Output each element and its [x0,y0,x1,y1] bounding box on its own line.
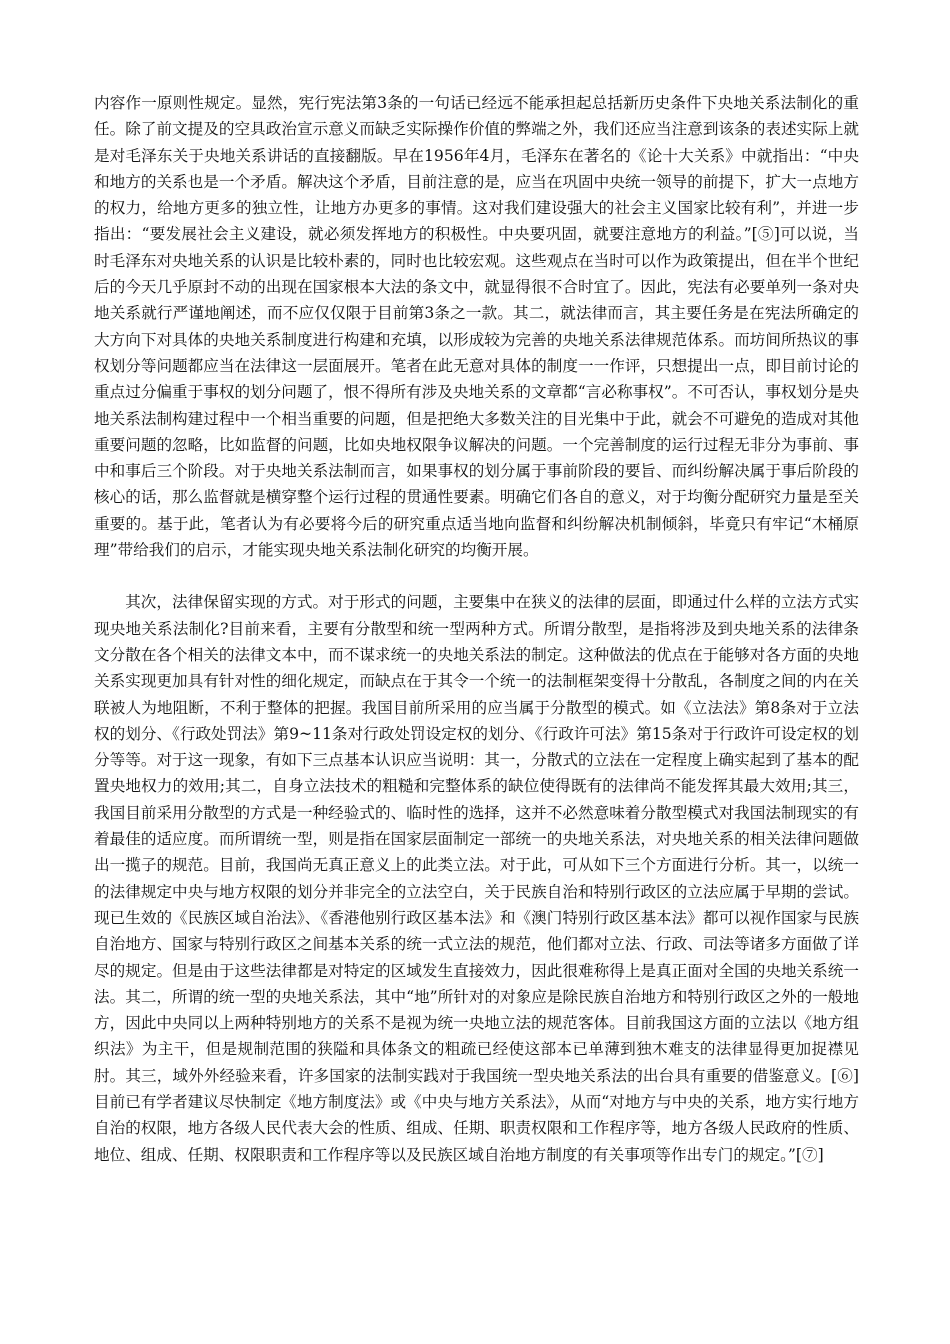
body-paragraph-continued: 内容作一原则性规定。显然，宪行宪法第3条的一句话已经远不能承担起总括新历史条件下央地关系法制化的重任。除了前文提及的空具政治宣示意义而缺乏实际操作价值的弊端之外，我们还应当注意到该条的表述实际上就是对毛泽东关于央地关系讲话的直接翻版。早在1956年4月，毛泽东在著名的《论十大关系》中就指出：“中央和地方的关系也是一个矛盾。解决这个矛盾，目前注意的是，应当在巩固中央统一领导的前提下，扩大一点地方的权力，给地方更多的独立性，让地方办更多的事情。这对我们建设强大的社会主义国家比较有利”，并进一步指出：“要发展社会主义建设，就必须发挥地方的积极性。中央要巩固，就要注意地方的利益。”[⑤]可以说，当时毛泽东对央地关系的认识是比较朴素的，同时也比较宏观。这些观点在当时可以作为政策提出，但在半个世纪后的今天几乎原封不动的出现在国家根本大法的条文中，就显得很不合时宜了。因此，宪法有必要单列一条对央地关系就行严谨地阐述，而不应仅仅限于目前第3条之一款。其二，就法律而言，其主要任务是在宪法所确定的大方向下对具体的央地关系制度进行构建和充填，以形成较为完善的央地关系法律规范体系。而坊间所热议的事权划分等问题都应当在法律这一层面展开。笔者在此无意对具体的制度一一作评，只想提出一点，即目前讨论的重点过分偏重于事权的划分问题了，恨不得所有涉及央地关系的文章都“言必称事权”。不可否认，事权划分是央地关系法制构建过程中一个相当重要的问题，但是把绝大多数关注的目光集中于此，就会不可避免的造成对其他重要问题的忽略，比如监督的问题，比如央地权限争议解决的问题。一个完善制度的运行过程无非分为事前、事中和事后三个阶段。对于央地关系法制而言，如果事权的划分属于事前阶段的要旨、而纠纷解决属于事后阶段的核心的话，那么监督就是横穿整个运行过程的贯通性要素。明确它们各自的意义，对于均衡分配研究力量是至关重要的。基于此，笔者认为有必要将今后的研究重点适当地向监督和纠纷解决机制倾斜，毕竟只有牢记“木桶原理”带给我们的启示，才能实现央地关系法制化研究的均衡开展。 [94,94,859,560]
body-paragraph-forms-of-legal-reservation: 其次，法律保留实现的方式。对于形式的问题，主要集中在狭义的法律的层面，即通过什么样的立法方式实现央地关系法制化?目前来看，主要有分散型和统一型两种方式。所谓分散型，是指将涉及到央地关系的法律条文分散在各个相关的法律文本中，而不谋求统一的央地关系法的制定。这种做法的优点在于能够对各方面的央地关系实现更加具有针对性的细化规定，而缺点在于其令一个统一的法制框架变得十分散乱，各制度之间的内在关联被人为地阻断，不利于整体的把握。我国目前所采用的应当属于分散型的模式。如《立法法》第8条对于立法权的划分、《行政处罚法》第9~11条对行政处罚设定权的划分、《行政许可法》第15条对于行政许可设定权的划分等等。对于这一现象，有如下三点基本认识应当说明：其一，分散式的立法在一定程度上确实起到了基本的配置央地权力的效用;其二，自身立法技术的粗糙和完整体系的缺位使得既有的法律尚不能发挥其最大效用;其三，我国目前采用分散型的方式是一种经验式的、临时性的选择，这并不必然意味着分散型模式对我国法制现实的有着最佳的适应度。而所谓统一型，则是指在国家层面制定一部统一的央地关系法，对央地关系的相关法律问题做出一揽子的规范。目前，我国尚无真正意义上的此类立法。对于此，可从如下三个方面进行分析。其一，以统一的法律规定中央与地方权限的划分并非完全的立法空白，关于民族自治和特别行政区的立法应属于早期的尝试。现已生效的《民族区域自治法》、《香港他别行政区基本法》和《澳门特别行政区基本法》都可以视作国家与民族自治地方、国家与特别行政区之间基本关系的统一式立法的规范，他们都对立法、行政、司法等诸多方面做了详尽的规定。但是由于这些法律都是对特定的区域发生直接效力，因此很难称得上是真正面对全国的央地关系统一法。其二，所谓的统一型的央地关系法，其中“地”所针对的对象应是除民族自治地方和特别行政区之外的一般地方，因此中央同以上两种特别地方的关系不是视为统一央地立法的规范客体。目前我国这方面的立法以《地方组织法》为主干，但是规制范围的狭隘和具体条文的粗疏已经使这部本已单薄到独木难支的法律显得更加捉襟见肘。其三，域外外经验来看，许多国家的法制实践对于我国统一型央地关系法的出台具有重要的借鉴意义。[⑥]目前已有学者建议尽快制定《地方制度法》或《中央与地方关系法》，从而“对地方与中央的关系，地方实行地方自治的权限，地方各级人民代表大会的性质、组成、任期、职责权限和工作程序等，地方各级人民政府的性质、地位、组成、任期、权限职责和工作程序等以及民族区域自治地方制度的有关事项等作出专门的规定。”[⑦] [94,593,859,1164]
document-page [94,90,859,1168]
